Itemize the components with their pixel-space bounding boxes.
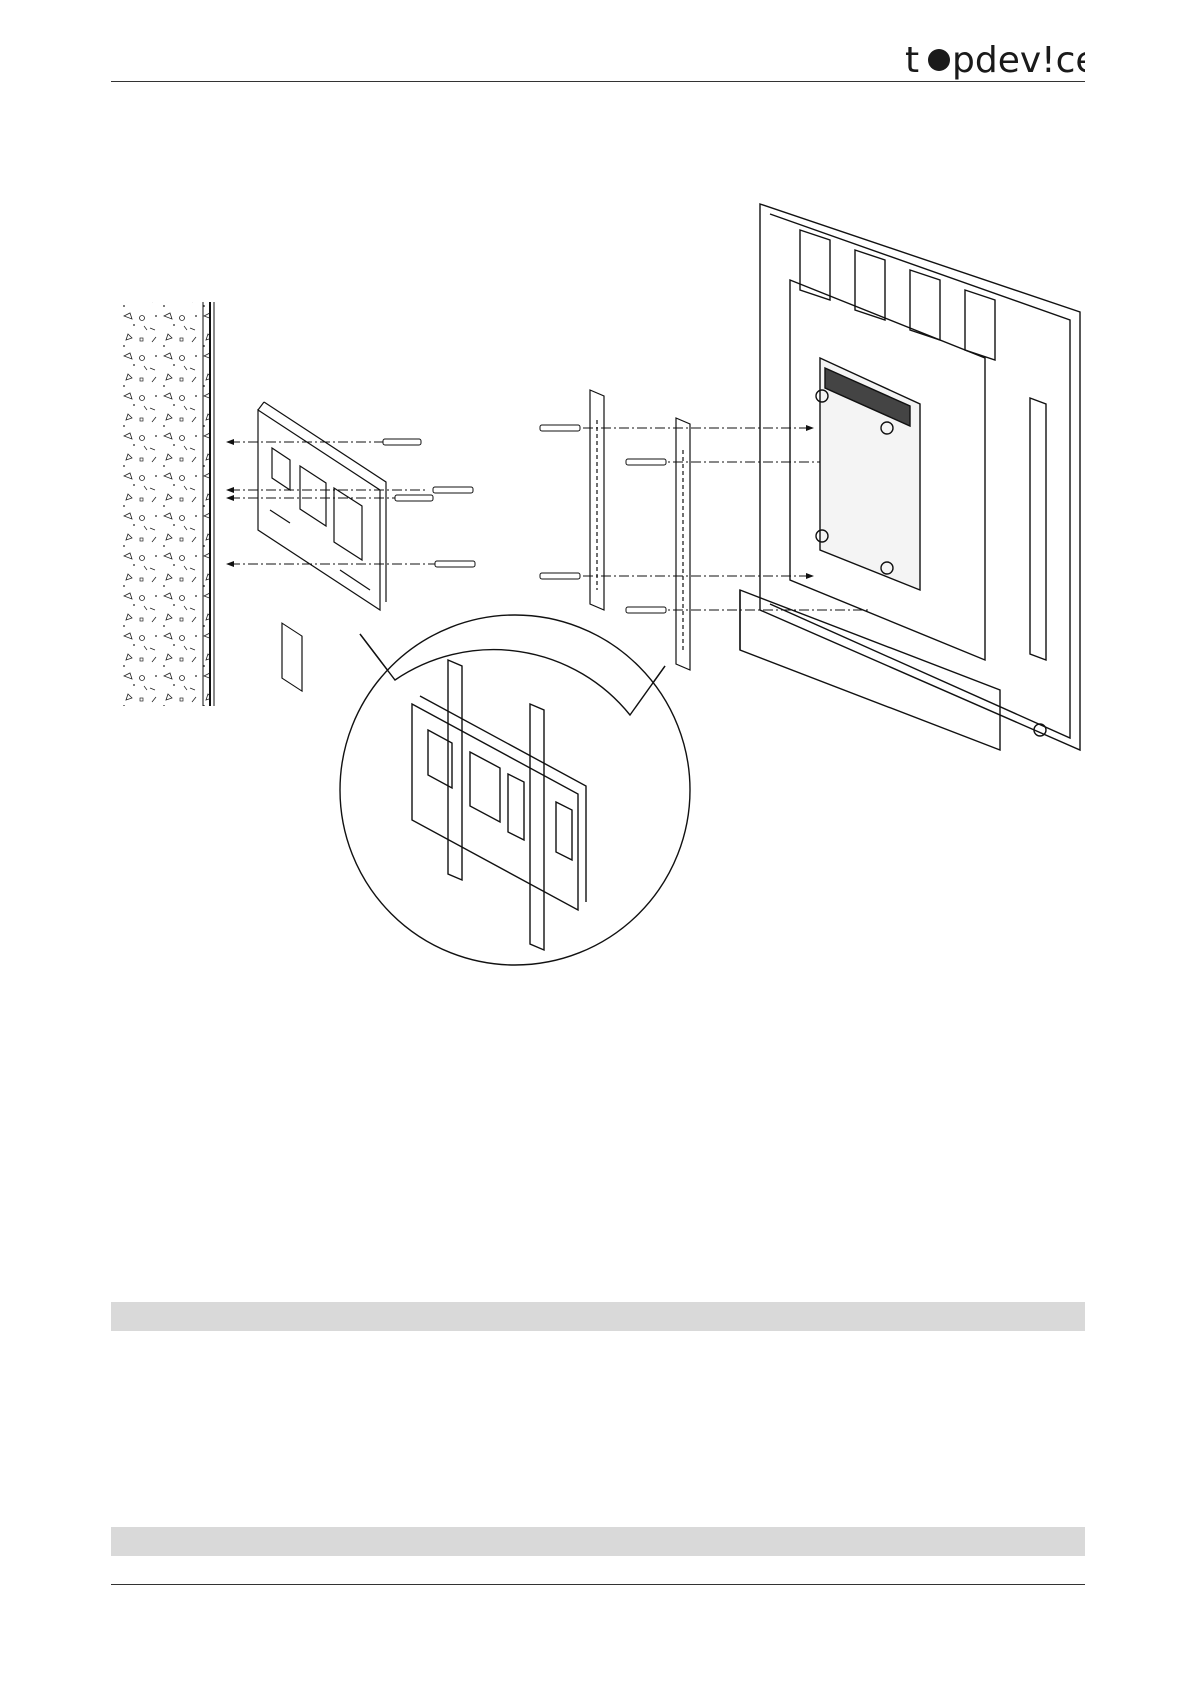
header-rule	[111, 81, 1085, 82]
section-band	[111, 1527, 1085, 1556]
wall-screws	[383, 439, 475, 567]
brand-logo	[905, 32, 1085, 82]
tv-brackets	[590, 390, 690, 670]
arrow-heads	[226, 425, 839, 579]
tv-back	[740, 204, 1080, 750]
section-band	[111, 1302, 1085, 1331]
footer-rule	[111, 1584, 1085, 1585]
wall-mount-installation-diagram	[0, 190, 1190, 990]
brand-logo-icon	[905, 32, 1085, 82]
brand-dot-icon	[928, 49, 950, 71]
brand-suffix: pdev!ce	[952, 40, 1085, 81]
bracket-screws	[540, 425, 666, 613]
wall-plate	[258, 402, 386, 691]
detail-callout	[340, 615, 690, 965]
wall	[122, 302, 214, 706]
brand-prefix: t	[905, 40, 920, 81]
